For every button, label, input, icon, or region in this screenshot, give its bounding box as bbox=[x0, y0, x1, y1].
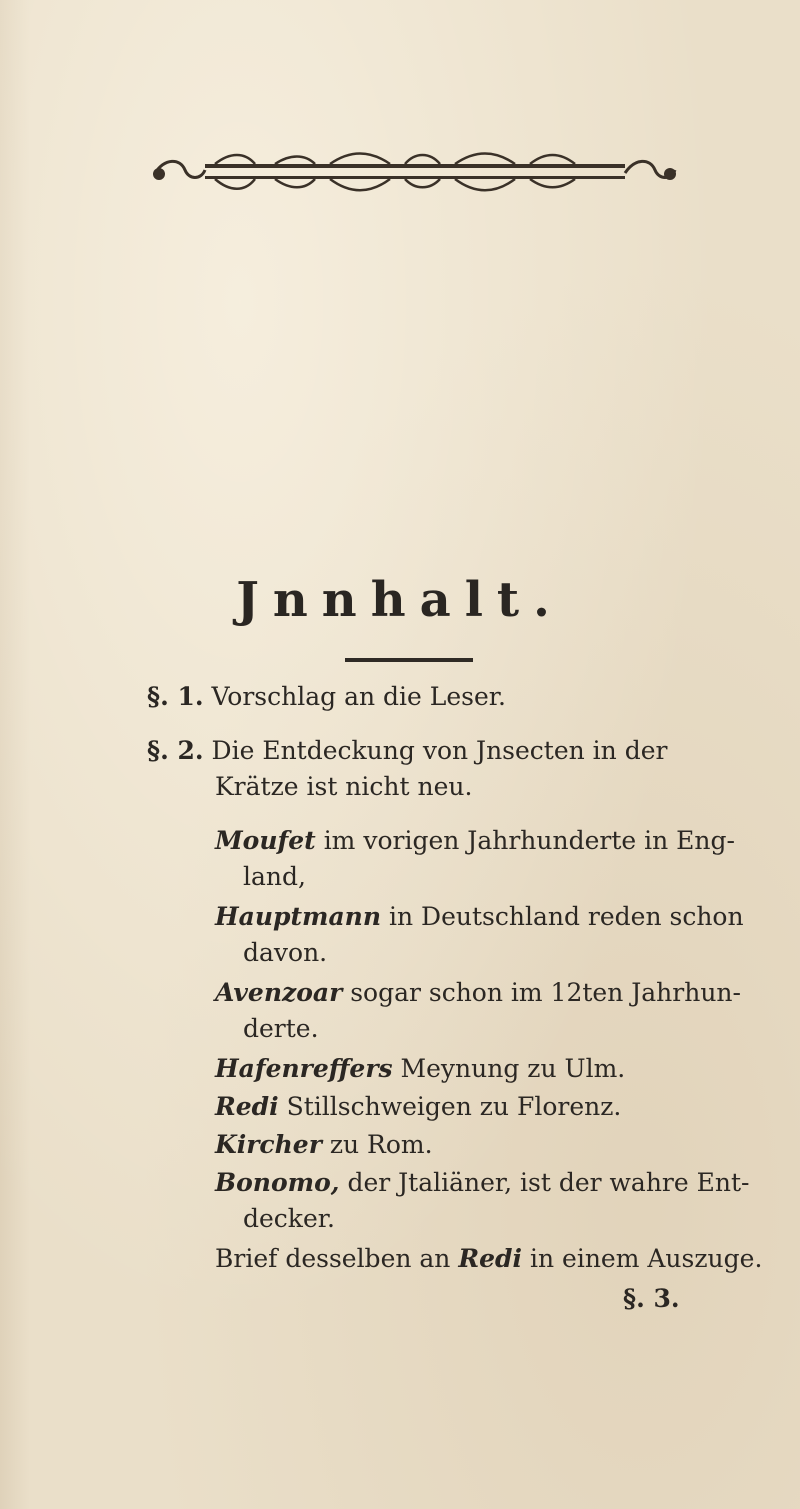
entry-text: in einem Auszuge. bbox=[530, 1244, 763, 1273]
toc-entry-brief bbox=[215, 1242, 762, 1276]
author-name: Avenzoar bbox=[215, 978, 343, 1007]
toc-entry-kircher bbox=[215, 1128, 433, 1162]
author-name: Kircher bbox=[215, 1130, 322, 1159]
author-name: Redi bbox=[458, 1244, 523, 1273]
toc-entry-bonomo-cont: decker. bbox=[243, 1204, 335, 1233]
entry-text: zu Rom. bbox=[329, 1130, 433, 1159]
toc-entry-2-cont: Krätze ist nicht neu. bbox=[215, 772, 473, 801]
section-number: §. 1. bbox=[147, 682, 204, 711]
author-name: Moufet bbox=[215, 826, 316, 855]
toc-entry-moufet bbox=[215, 824, 735, 858]
toc-entry-moufet-cont: land, bbox=[243, 862, 306, 891]
entry-text: sogar schon im 12ten Jahrhun- bbox=[350, 978, 741, 1007]
author-name: Hafenreffers bbox=[215, 1054, 393, 1083]
entry-text: Die Entdeckung von Jnsecten in der bbox=[211, 736, 668, 765]
toc-entry-hauptmann-cont: davon. bbox=[243, 938, 328, 967]
section-number: §. 2. bbox=[147, 736, 204, 765]
toc-entry-hauptmann bbox=[215, 900, 744, 934]
entry-text-pre: Brief desselben an bbox=[215, 1244, 451, 1273]
author-name: Hauptmann bbox=[215, 902, 382, 931]
title-divider bbox=[345, 658, 473, 662]
entry-text: in Deutschland reden schon bbox=[388, 902, 744, 931]
toc-entry-1 bbox=[147, 680, 506, 714]
author-name: Redi bbox=[215, 1092, 279, 1121]
toc-entry-avenzoar bbox=[215, 976, 741, 1010]
entry-text: der Jtaliäner, ist der wahre Ent- bbox=[347, 1168, 750, 1197]
entry-text: Vorschlag an die Leser. bbox=[211, 682, 506, 711]
toc-entry-hafenreffer bbox=[215, 1052, 625, 1086]
entry-text: Meynung zu Ulm. bbox=[400, 1054, 626, 1083]
page-title: Jnnhalt. bbox=[236, 572, 564, 628]
toc-entry-2 bbox=[147, 734, 667, 768]
entry-text: im vorigen Jahrhunderte in Eng- bbox=[323, 826, 735, 855]
toc-entry-redi bbox=[215, 1090, 621, 1124]
toc-entry-avenzoar-cont: derte. bbox=[243, 1014, 319, 1043]
ornament-border-icon bbox=[145, 150, 685, 196]
author-name: Bonomo, bbox=[215, 1168, 340, 1197]
catchword: §. 3. bbox=[623, 1284, 680, 1313]
entry-text: Stillschweigen zu Florenz. bbox=[286, 1092, 622, 1121]
toc-entry-bonomo bbox=[215, 1166, 749, 1200]
